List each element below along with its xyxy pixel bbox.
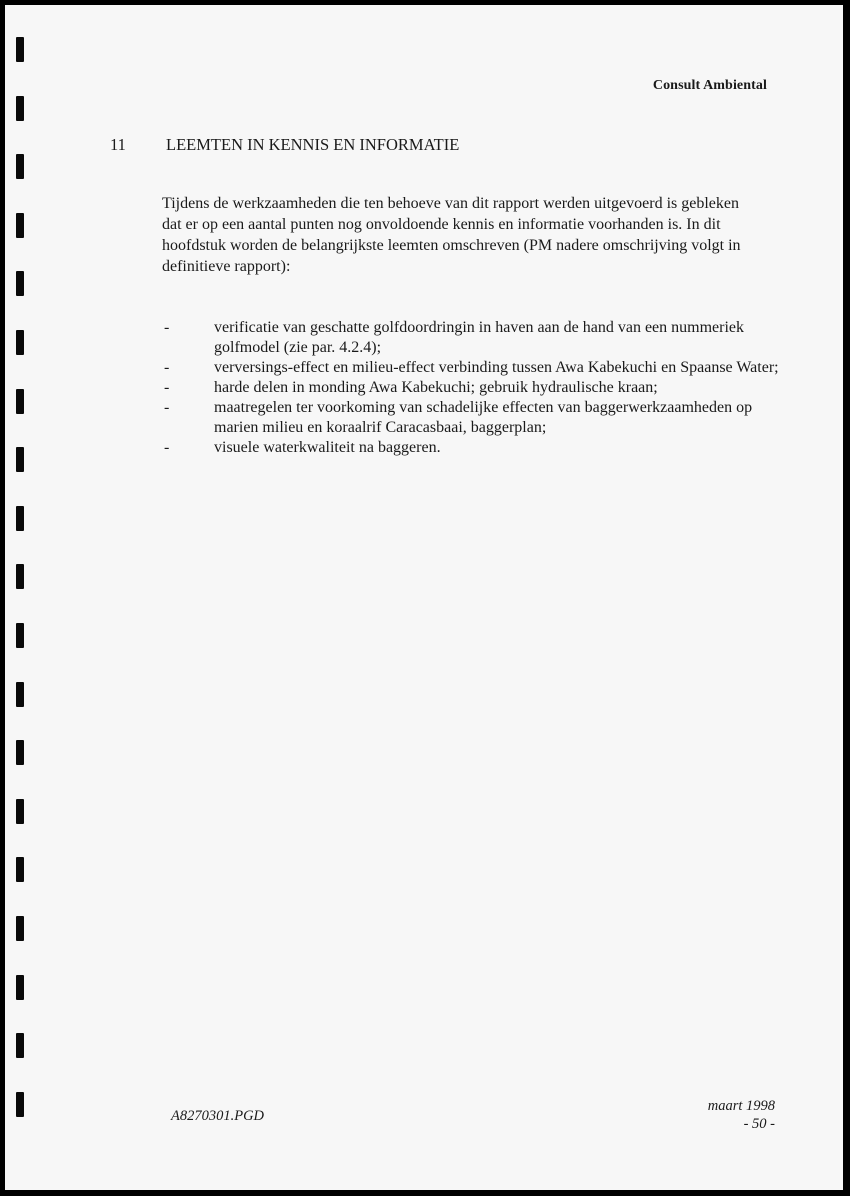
bullet-list <box>162 318 782 458</box>
header-organization: Consult Ambiental <box>652 78 767 93</box>
list-item <box>162 358 782 378</box>
bullet-dash: - <box>164 359 170 376</box>
binding-hole <box>16 623 24 648</box>
bullet-dash: - <box>164 379 170 396</box>
binding-hole <box>16 799 24 824</box>
chapter-title: LEEMTEN IN KENNIS EN INFORMATIE <box>166 135 460 154</box>
bullet-text: visuele waterkwaliteit na baggeren. <box>214 439 441 456</box>
binding-hole <box>16 506 24 531</box>
binding-hole <box>16 154 24 179</box>
list-item <box>162 378 782 398</box>
binding-hole <box>16 271 24 296</box>
bullet-dash: - <box>164 319 170 336</box>
bullet-dash: - <box>164 439 170 456</box>
intro-paragraph: Tijdens de werkzaamheden die ten behoeve van dit rapport werden uitgevoerd is gebleken dat er op een aantal punten nog onvoldoende kennis en informatie voorhanden is. In dit hoofdstuk worden de belangrijkste leemten omschreven (PM nadere omschrijving volgt in definitieve rapport): <box>162 195 741 275</box>
binding-hole <box>16 916 24 941</box>
binding-hole <box>16 975 24 1000</box>
footer-date: maart 1998 <box>707 1098 775 1114</box>
binding-hole <box>16 564 24 589</box>
binding-hole <box>16 447 24 472</box>
footer-date-block <box>708 1097 775 1133</box>
binding-hole <box>16 1033 24 1058</box>
chapter-number: 11 <box>110 135 126 154</box>
binding-hole <box>16 389 24 414</box>
list-item <box>162 318 782 358</box>
binding-hole <box>16 682 24 707</box>
bullet-text: verversings-effect en milieu-effect verbinding tussen Awa Kabekuchi en Spaanse Water; <box>214 359 779 376</box>
binding-hole <box>16 857 24 882</box>
bullet-dash: - <box>164 399 170 416</box>
bullet-text: maatregelen ter voorkoming van schadelijke effecten van baggerwerkzaamheden op marien milieu en koraalrif Caracasbaai, baggerplan; <box>214 399 753 436</box>
document-reference: A8270301.PGD <box>171 1108 265 1124</box>
binding-hole <box>16 96 24 121</box>
document-page <box>5 5 843 1190</box>
list-item <box>162 438 782 458</box>
binding-hole <box>16 37 24 62</box>
bullet-text: harde delen in monding Awa Kabekuchi; gebruik hydraulische kraan; <box>214 379 658 396</box>
bullet-text: verificatie van geschatte golfdoordringin in haven aan de hand van een nummeriek golfmodel (zie par. 4.2.4); <box>214 319 745 356</box>
binding-hole <box>16 330 24 355</box>
page-number: - 50 - <box>743 1116 775 1132</box>
binding-hole <box>16 740 24 765</box>
binding-hole <box>16 1092 24 1117</box>
binding-hole <box>16 213 24 238</box>
list-item <box>162 398 782 438</box>
binding-holes <box>16 5 30 1190</box>
